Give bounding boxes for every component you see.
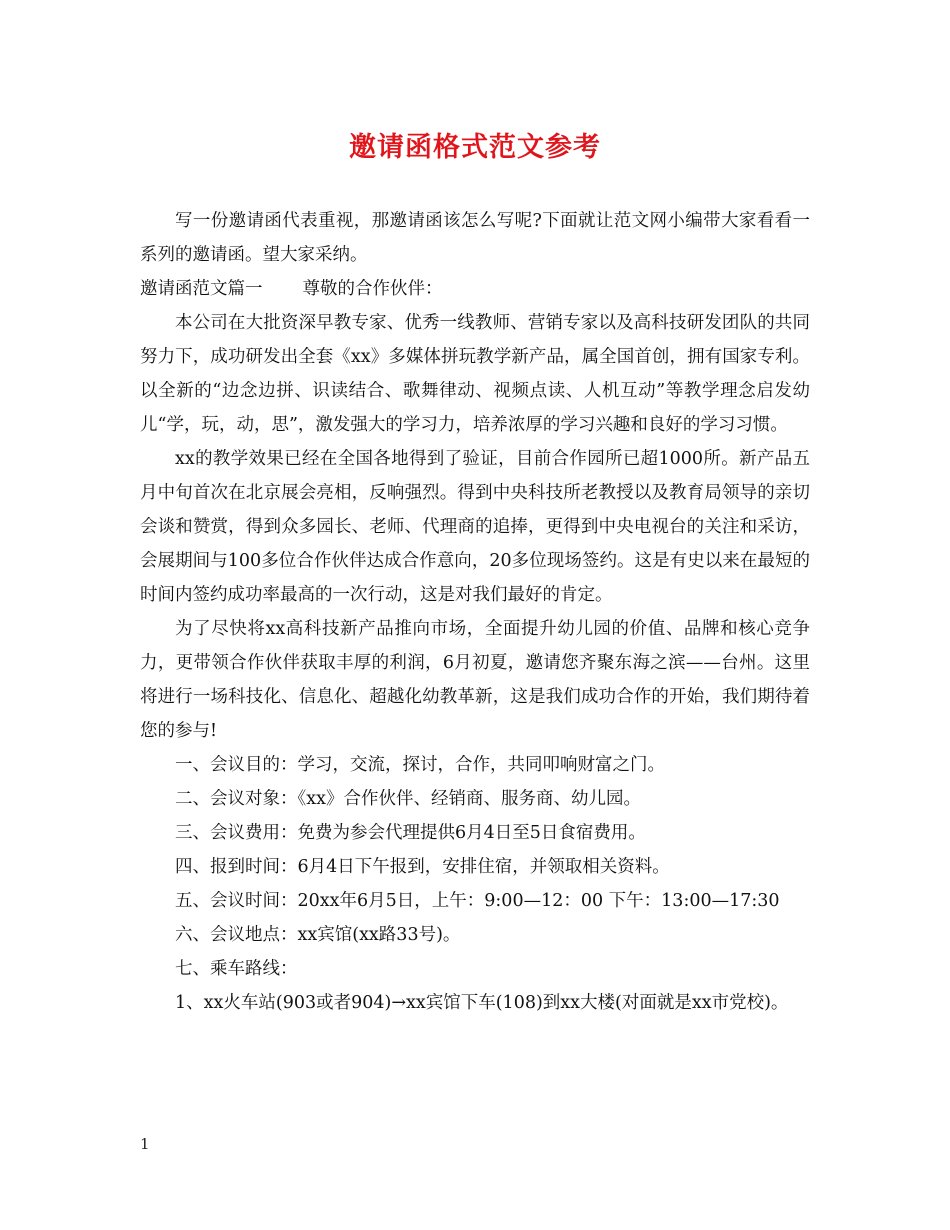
salutation-text: 尊敬的合作伙伴： [302, 279, 443, 299]
transport-route-item: 1、xx火车站(903或者904)→xx宾馆下车(108)到xx大楼(对面就是xx市党校)。 [175, 993, 789, 1013]
page-number: 1 [140, 1135, 150, 1153]
meeting-audience-item: 二、会议对象：《xx》合作伙伴、经销商、服务商、幼儿园。 [175, 789, 641, 809]
check-in-time-item: 四、报到时间：6月4日下午报到，安排住宿，并领取相关资料。 [175, 857, 670, 877]
meeting-location-item: 六、会议地点：xx宾馆(xx路33号)。 [175, 925, 461, 945]
section-label: 邀请函范文篇一 [140, 279, 263, 299]
salutation-line [140, 272, 810, 306]
meeting-cost-item: 三、会议费用：免费为参会代理提供6月4日至5日食宿费用。 [175, 823, 646, 843]
meeting-purpose-item: 一、会议目的：学习，交流，探讨，合作，共同叩响财富之门。 [175, 755, 665, 775]
body-paragraph-invitation: 为了尽快将xx高科技新产品推向市场，全面提升幼儿园的价值、品牌和核心竞争力，更带领合作伙伴获取丰厚的利润，6月初夏，邀请您齐聚东海之滨——台州。这里将进行一场科技化、信息化、超越化幼教革新，这是我们成功合作的开始，我们期待着您的参与! [140, 619, 810, 741]
body-paragraph-results: xx的教学效果已经在全国各地得到了验证，目前合作园所已超1000所。新产品五月中旬首次在北京展会亮相，反响强烈。得到中央科技所老教授以及教育局领导的亲切会谈和赞赏，得到众多园长、老师、代理商的追捧，更得到中央电视台的关注和采访，会展期间与100多位合作伙伴达成合作意向，20多位现场签约。这是有史以来在最短的时间内签约成功率最高的一次行动，这是对我们最好的肯定。 [140, 449, 810, 605]
document-title: 邀请函格式范文参考 [349, 132, 601, 163]
intro-paragraph: 写一份邀请函代表重视，那邀请函该怎么写呢?下面就让范文网小编带大家看看一系列的邀请函。望大家采纳。 [140, 211, 810, 265]
document-body [140, 204, 810, 1020]
meeting-time-item: 五、会议时间：20xx年6月5日，上午：9:00—12：00 下午：13:00—17:30 [175, 891, 780, 911]
transport-route-heading: 七、乘车路线： [175, 959, 298, 979]
body-paragraph-product: 本公司在大批资深早教专家、优秀一线教师、营销专家以及高科技研发团队的共同努力下，成功研发出全套《xx》多媒体拼玩教学新产品，属全国首创，拥有国家专利。以全新的“边念边拼、识读结合、歌舞律动、视频点读、人机互动”等教学理念启发幼儿“学，玩，动，思”，激发强大的学习力，培养浓厚的学习兴趣和良好的学习习惯。 [140, 313, 810, 435]
